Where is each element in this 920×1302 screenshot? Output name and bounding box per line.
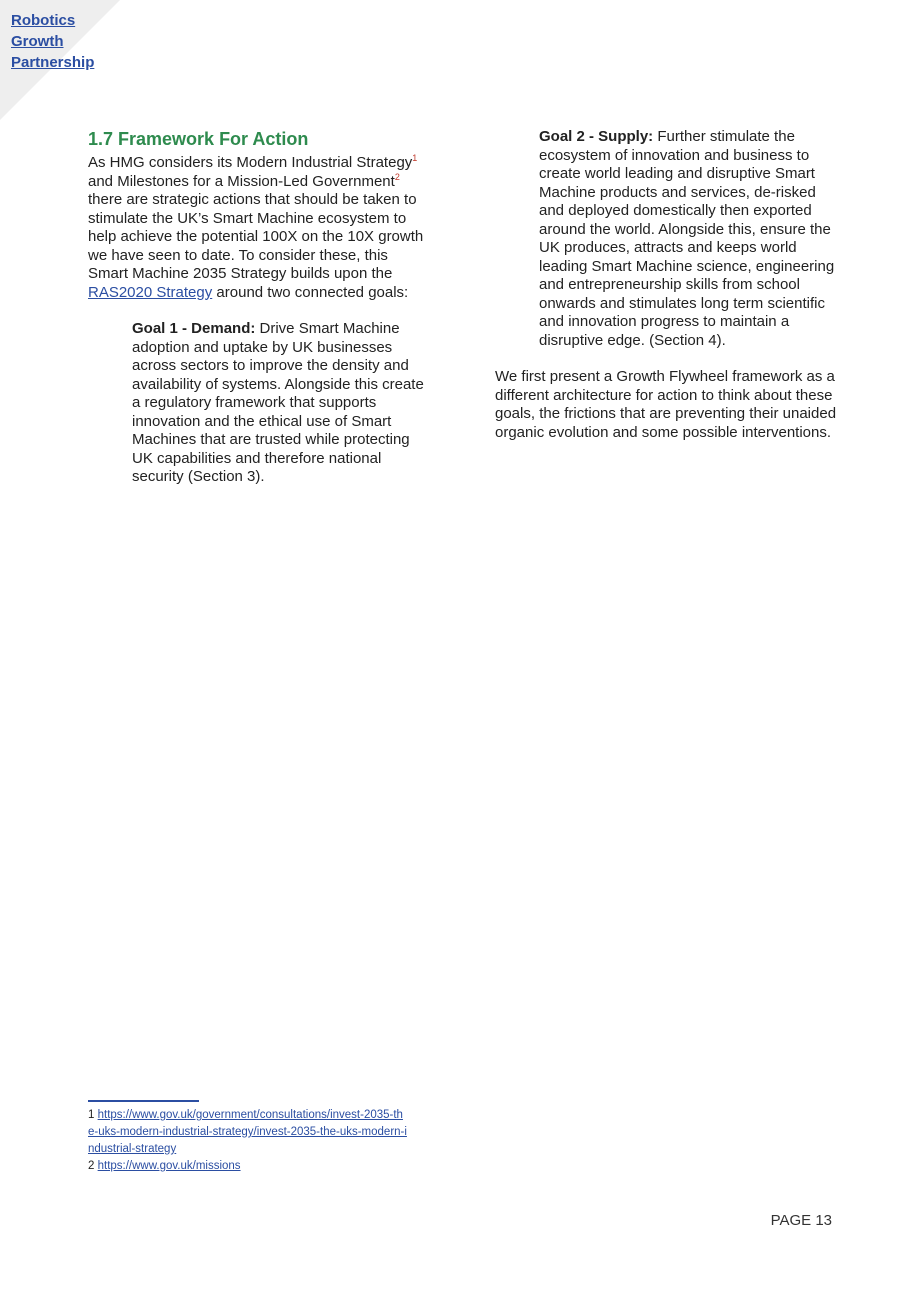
- footnote-1-link[interactable]: https://www.gov.uk/government/consultations/invest-2035-the-uks-modern-industrial-strategy/invest-2035-the-uks-modern-industrial-strategy: [88, 1109, 407, 1155]
- goal1-text: Drive Smart Machine adoption and uptake by UK businesses across sectors to improve the density and availability of systems. Alongside this create a regulatory framework that supports innovation and the ethical use of Smart Machines that are trusted while protecting UK capabilities and therefore national security (Section 3).: [132, 320, 424, 485]
- footnote-number: 2: [88, 1160, 95, 1172]
- brand-line-robotics[interactable]: Robotics: [11, 12, 76, 29]
- goal2-label: Goal 2 - Supply:: [539, 128, 654, 145]
- intro-paragraph: [88, 154, 428, 302]
- goal2-text: Further stimulate the ecosystem of innovation and business to create world leading and disruptive Smart Machine products and services, de-risked and deployed domestically then exported around the world. Alongside this, ensure the UK produces, attracts and keeps world leading Smart Machine science, engineering and entrepreneurship skills from school onwards and stimulates long term scientific and innovation progress to maintain a disruptive edge. (Section 4).: [539, 128, 835, 349]
- footnote-2: [88, 1158, 408, 1175]
- brand-line-partnership[interactable]: Partnership: [11, 54, 95, 71]
- footnotes: [88, 1100, 408, 1175]
- intro-text-3: there are strategic actions that should be taken to stimulate the UK’s Smart Machine ecosystem to help achieve the potential 100X on the 10X growth we have seen to date. To consider these, this Smart Machine 2035 Strategy builds upon the: [88, 191, 424, 282]
- goal1-paragraph: [132, 320, 428, 487]
- footnote-2-link[interactable]: https://www.gov.uk/missions: [97, 1160, 241, 1172]
- left-column: [88, 128, 428, 487]
- ras2020-strategy-link[interactable]: RAS2020 Strategy: [88, 283, 213, 301]
- brand-logo-link[interactable]: [11, 10, 94, 73]
- intro-text-1: As HMG considers its Modern Industrial Strategy: [88, 154, 413, 171]
- section-title: 1.7 Framework For Action: [88, 129, 309, 149]
- brand-line-growth[interactable]: Growth: [11, 33, 64, 50]
- intro-text-4: around two connected goals:: [212, 283, 409, 301]
- footnote-1: [88, 1107, 408, 1158]
- page-number: PAGE 13: [770, 1212, 832, 1229]
- footnote-ref-2[interactable]: 2: [394, 171, 400, 182]
- goal2-paragraph: [539, 128, 840, 350]
- footnote-divider: [88, 1100, 199, 1102]
- flywheel-paragraph: We first present a Growth Flywheel framework as a different architecture for action to think about these goals, the frictions that are preventing their unaided organic evolution and some possible interventions.: [495, 368, 837, 441]
- intro-text-2: and Milestones for a Mission-Led Government: [88, 172, 395, 190]
- footnote-ref-1[interactable]: 1: [412, 153, 418, 163]
- goal1-label: Goal 1 - Demand:: [132, 320, 256, 337]
- right-column: [495, 128, 840, 442]
- footnote-number: 1: [88, 1109, 95, 1121]
